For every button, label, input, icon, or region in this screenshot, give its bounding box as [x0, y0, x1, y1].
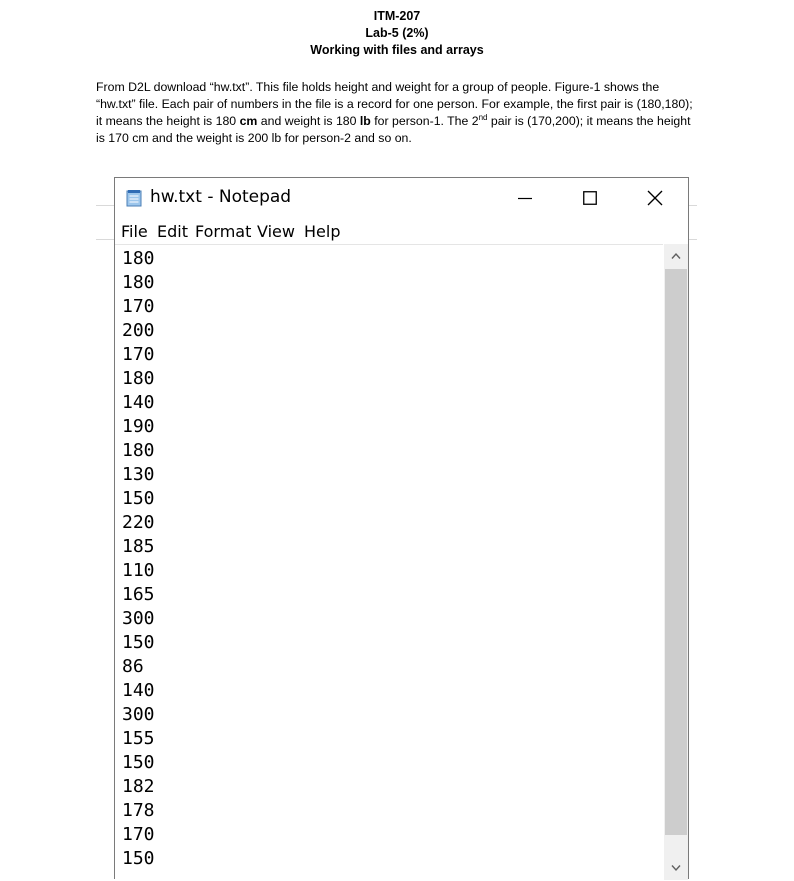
text-line: 190	[122, 416, 155, 437]
text-line: 182	[122, 776, 155, 797]
text-line: 178	[122, 800, 155, 821]
vertical-scrollbar[interactable]	[664, 244, 688, 880]
minimize-button[interactable]	[502, 178, 548, 218]
maximize-button[interactable]	[567, 178, 613, 218]
close-icon	[647, 190, 663, 206]
text-line: 170	[122, 344, 155, 365]
menu-edit[interactable]: Edit	[157, 222, 188, 241]
para-text-1: From D2L download “hw.txt”. This file holds height and weight for a group of people. Figure-1 shows the “hw.txt” file. Each pair of numbers in the file is a record for one person. For example, the first pair is (180,180); it means the height is 180	[96, 80, 693, 128]
notepad-window	[114, 177, 689, 879]
text-editor[interactable]	[115, 244, 663, 881]
text-line: 140	[122, 392, 155, 413]
text-line: 150	[122, 632, 155, 653]
lab-title: Lab-5 (2%)	[365, 26, 429, 40]
menu-format[interactable]: Format	[195, 222, 252, 241]
text-line: 180	[122, 368, 155, 389]
text-line: 185	[122, 536, 155, 557]
text-line: 180	[122, 440, 155, 461]
minimize-icon	[518, 191, 532, 205]
text-line: 180	[122, 272, 155, 293]
text-line: 220	[122, 512, 155, 533]
text-line: 180	[122, 248, 155, 269]
scroll-up-button[interactable]	[664, 246, 688, 266]
text-line: 150	[122, 848, 155, 869]
ordinal-suffix: nd	[478, 112, 488, 122]
table-rule	[96, 205, 114, 206]
window-title: hw.txt - Notepad	[150, 187, 292, 207]
text-line: 150	[122, 752, 155, 773]
text-line: 130	[122, 464, 155, 485]
scroll-thumb[interactable]	[665, 269, 687, 835]
chevron-up-icon	[671, 252, 681, 260]
title-bar[interactable]	[115, 178, 688, 218]
text-line: 110	[122, 560, 155, 581]
chevron-down-icon	[671, 864, 681, 872]
text-line: 200	[122, 320, 155, 341]
table-rule	[96, 239, 114, 240]
para-text-4: pair is (170,200); it means the height is 170 cm and the weight is 200 lb for person-2 and so on.	[96, 114, 691, 145]
text-line: 155	[122, 728, 155, 749]
menu-file[interactable]: File	[121, 222, 148, 241]
menu-bar	[115, 220, 688, 244]
text-line: 170	[122, 296, 155, 317]
table-rule	[689, 239, 697, 240]
menu-view[interactable]: View	[257, 222, 295, 241]
table-rule	[689, 205, 697, 206]
para-text-3: for person-1. The 2	[370, 114, 479, 128]
text-line: 86	[122, 656, 144, 677]
instructions-paragraph	[96, 79, 700, 147]
lab-subtitle: Working with files and arrays	[310, 43, 484, 57]
scroll-down-button[interactable]	[664, 858, 688, 878]
close-button[interactable]	[632, 178, 678, 218]
menu-help[interactable]: Help	[304, 222, 341, 241]
unit-lb: lb	[359, 114, 371, 128]
text-line: 170	[122, 824, 155, 845]
text-line: 300	[122, 608, 155, 629]
text-line: 300	[122, 704, 155, 725]
text-line: 140	[122, 680, 155, 701]
text-line: 150	[122, 488, 155, 509]
maximize-icon	[583, 191, 597, 205]
text-line: 165	[122, 584, 155, 605]
notepad-icon	[125, 189, 143, 207]
para-text-2: and weight is 180	[257, 114, 360, 128]
unit-cm: cm	[239, 114, 258, 128]
course-code: ITM-207	[373, 9, 421, 23]
